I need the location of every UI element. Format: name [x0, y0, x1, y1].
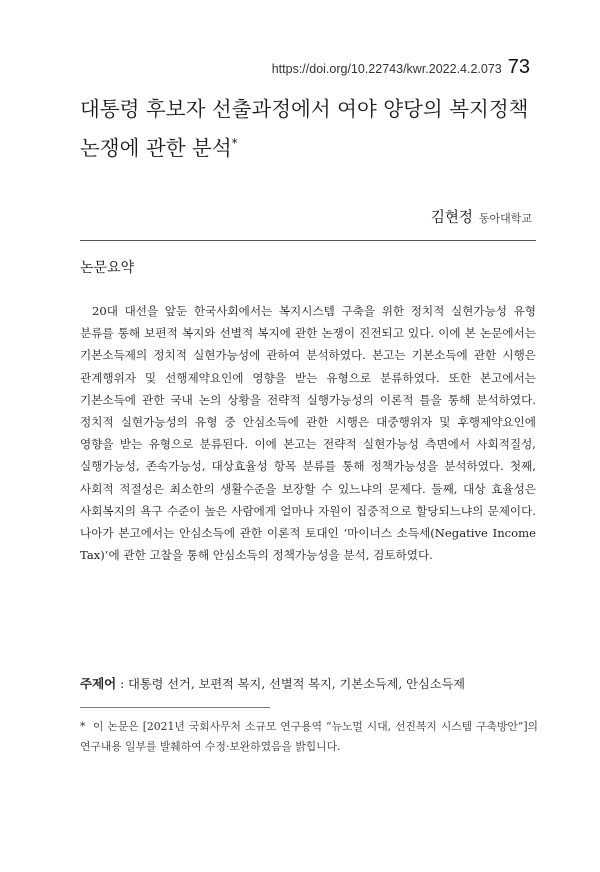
running-header: [272, 56, 530, 79]
footnote: [80, 717, 538, 757]
footnote-marker: *: [80, 720, 86, 733]
abstract-heading: 논문요약: [80, 260, 135, 276]
header-divider: [80, 240, 536, 241]
article-title: [80, 92, 540, 165]
footnote-divider: [80, 707, 270, 708]
title-line-1: 대통령 후보자 선출과정에서 여야 양당의 복지정책: [80, 97, 529, 121]
doi-link[interactable]: https://doi.org/10.22743/kwr.2022.4.2.073: [271, 62, 502, 76]
byline: [431, 206, 532, 227]
abstract-text: 20대 대선을 앞둔 한국사회에서는 복지시스템 구축을 위한 정치적 실현가능성 유형 분류를 통해 보편적 복지와 선별적 복지에 관한 논쟁이 진전되고 있다. 이에 본 논문에서는 기본소득제의 정치적 실현가능성에 관하여 분석하였다. 본고는 기본소득에 관한 시행은 관계행위자 및 선행제약요인에 영향을 받는 유형으로 분류하였다. 또한 본고에서는 기본소득에 관한 국내 논의 상황을 전략적 실행가능성의 이론적 틀을 통해 분석하였다. 정치적 실현가능성의 유형 중 안심소득에 관한 시행은 대중행위자 및 후행제약요인에 영향을 받는 유형으로 분류된다. 이에 본고는 전략적 실현가능성 측면에서 사회적질성, 실행가능성, 존속가능성, 대상효율성 항목 분류를 통해 정책가능성을 분석하였다. 첫째, 사회적 적절성은 최소한의 생활수준을 보장할 수 있느냐의 문제다. 둘째, 대상 효율성은 사회복지의 욕구 수준이 높은 사람에게 얼마나 자원이 집중적으로 할당되느냐의 문제이다. 나아가 본고에서는 안심소득에 관한 이론적 토대인 ‘마이너스 소득세(Negative Income Tax)’에 관한 고찰을 통해 안심소득의 정책가능성을 분석, 검토하였다.: [80, 304, 536, 563]
keywords-line: [80, 674, 550, 692]
keywords-text: 대통령 선거, 보편적 복지, 선별적 복지, 기본소득제, 안심소득제: [128, 677, 466, 691]
keywords-label: 주제어: [80, 676, 117, 691]
page-number: 73: [507, 56, 530, 78]
abstract-body: [80, 300, 536, 566]
keywords-separator: :: [116, 677, 129, 691]
title-footnote-marker[interactable]: *: [231, 136, 238, 150]
footnote-text: 이 논문은 [2021년 국회사무처 소규모 연구용역 “뉴노멀 시대, 선진복지 시스템 구축방안”]의 연구내용 일부를 발췌하여 수정·보완하였음을 밝힙니다.: [80, 720, 538, 753]
title-line-2: 논쟁에 관한 분석: [80, 135, 232, 160]
author-name: 김현정: [430, 210, 473, 226]
author-affiliation: 동아대학교: [478, 212, 532, 225]
